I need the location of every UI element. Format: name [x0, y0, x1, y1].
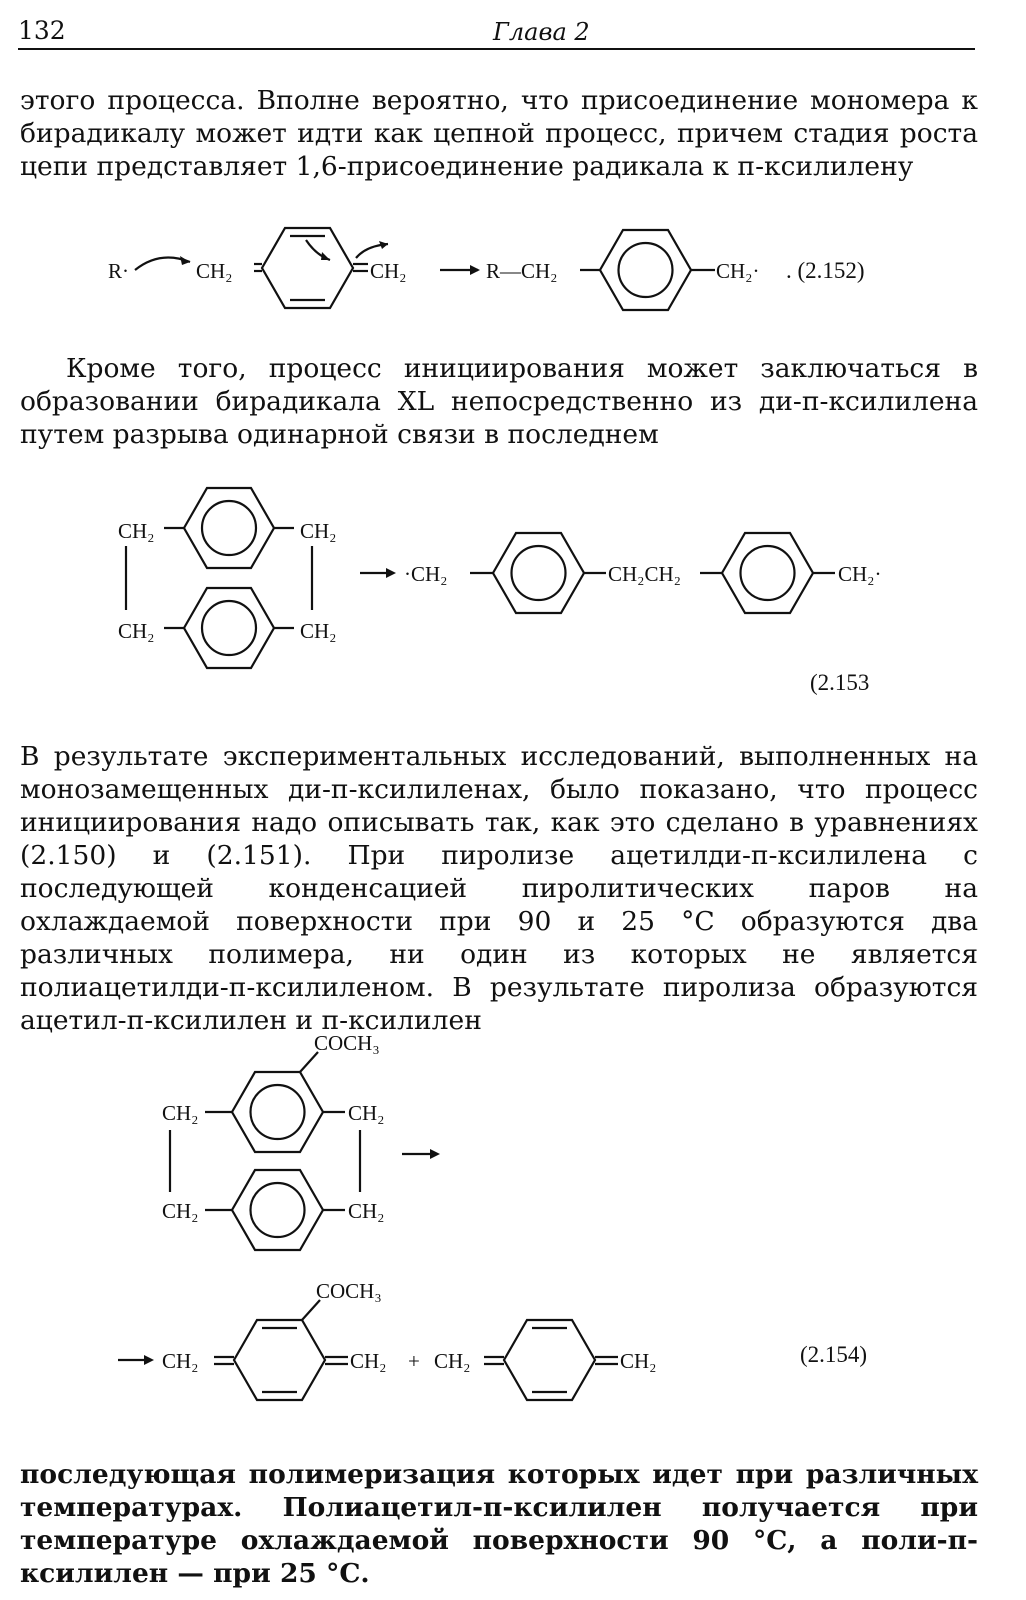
- ch2-bottom-left: CH₂: [118, 619, 155, 643]
- product2-ch2-right: CH₂: [620, 1349, 657, 1373]
- page-number: 132: [18, 16, 66, 45]
- radical-r: R·: [108, 259, 129, 283]
- chapter-title: Глава 2: [493, 18, 590, 46]
- product1-ch2-left: CH₂: [162, 1349, 199, 1373]
- ch2-top-left: CH₂: [118, 519, 155, 543]
- plus-sign: +: [408, 1349, 420, 1373]
- product-end-radical: CH₂·: [838, 562, 882, 586]
- ch2-left-quinoid: CH₂: [196, 259, 233, 283]
- product2-ch2-left: CH₂: [434, 1349, 471, 1373]
- product-ethylene-bridge: CH₂CH₂: [608, 562, 681, 586]
- ch2-bottom-right: CH₂: [348, 1199, 385, 1223]
- equation-number-152: . (2.152): [786, 258, 865, 283]
- acetyl-group-top: COCH₃: [314, 1031, 380, 1055]
- ch2-top-left: CH₂: [162, 1101, 199, 1125]
- ch2-bottom-left: CH₂: [162, 1199, 199, 1223]
- acetyl-group-product: COCH₃: [316, 1279, 382, 1303]
- acetyl-xylylene-quinoid: [214, 1300, 348, 1400]
- xylylene-quinoid: [484, 1320, 618, 1400]
- paragraph-1: этого процесса. Вполне вероятно, что присоединение мономера к бирадикалу может идти как цепной процесс, причем стадия роста цепи представляет 1,6-присоединение радикала к п-ксилилену: [20, 85, 978, 182]
- product-start-radical: ·CH₂: [404, 562, 448, 586]
- product1-ch2-right: CH₂: [350, 1349, 387, 1373]
- paragraph-4: последующая полимеризация которых идет при различных температурах. Полиацетил-п-ксилилен получается при температуре охлаждаемой поверхности 90 °С, а поли-п-ксилилен — при 25 °С.: [20, 1459, 978, 1589]
- equation-number-153: (2.153: [810, 670, 870, 695]
- ch2-top-right: CH₂: [300, 519, 337, 543]
- ch2-top-right: CH₂: [348, 1101, 385, 1125]
- product-ch2-radical: CH₂·: [716, 259, 760, 283]
- equation-number-154: (2.154): [800, 1342, 868, 1367]
- paragraph-3: В результате экспериментальных исследований, выполненных на монозамещенных ди-п-ксилиленах, было показано, что процесс инициирования надо описывать так, как это сделано в уравнениях (2.150) и (2.151). При пиролизе ацетилди-п-ксилилена с последующей конденсацией пиролитических паров на охлаждаемой поверхности при 90 и 25 °С образуются два различных полимера, ни один из которых не является полиацетилди-п-ксилиленом. В результате пиролиза образуются ацетил-п-ксилилен и п-ксилилен: [20, 741, 978, 1036]
- ch2-bottom-right: CH₂: [300, 619, 337, 643]
- paragraph-2: Кроме того, процесс инициирования может заключаться в образовании бирадикала XL непосредственно из ди-п-ксилилена путем разрыва одинарной связи в последнем: [20, 353, 978, 450]
- acetyl-dixylylene-structure: [170, 1052, 360, 1250]
- ch2-right-quinoid: CH₂: [370, 259, 407, 283]
- product-r-ch2: R—CH₂: [486, 259, 558, 283]
